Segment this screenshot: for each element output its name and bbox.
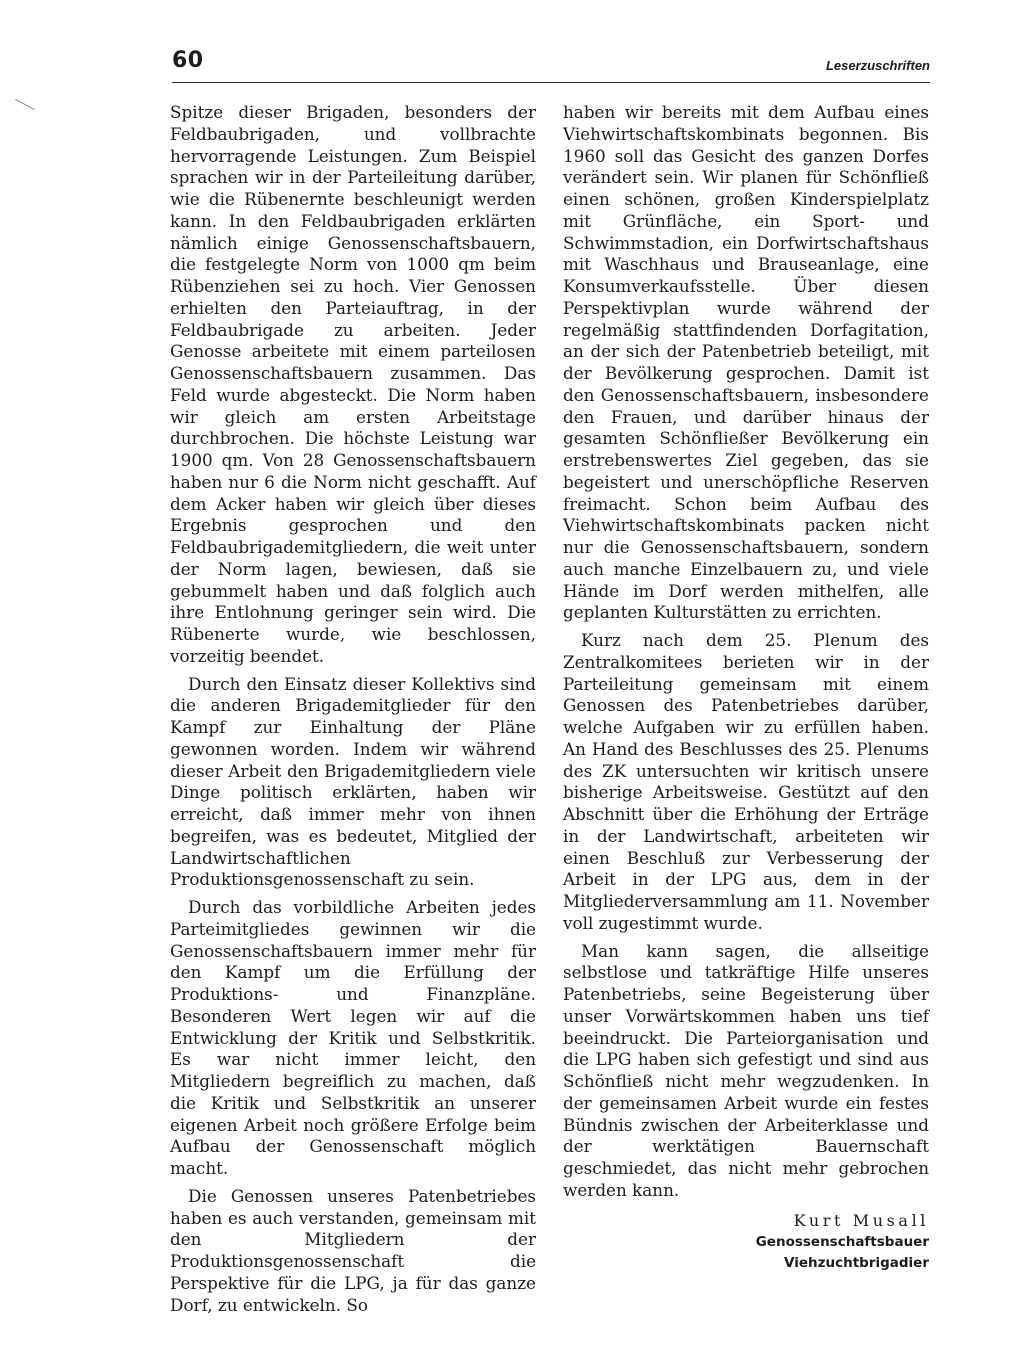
signature-block: [563, 1210, 929, 1274]
paragraph: Man kann sagen, die allseitige selbstlose und tatkräftige Hilfe unseres Patenbetriebs, seine Begeisterung über unser Vorwärtskommen haben uns tief beeindruckt. Die Parteiorganisation und die LPG haben sich gefestigt und sind aus Schönfließ nicht mehr wegzudenken. In der gemeinsamen Arbeit wurde ein festes Bündnis zwischen der Arbeiterklasse und der werktätigen Bauernschaft geschmiedet, das nicht mehr gebrochen werden kann.: [563, 940, 929, 1200]
paragraph: Die Genossen unseres Patenbetriebes haben es auch verstanden, gemeinsam mit den Mitgliedern der Produktionsgenossenschaft die Perspektive für die LPG, ja für das ganze Dorf, zu entwickeln. So: [170, 1185, 536, 1315]
page-number: 60: [172, 48, 204, 73]
right-column: [563, 102, 929, 1274]
author-brigade: Viehzuchtbrigadier: [784, 1254, 929, 1271]
paragraph: Durch das vorbildliche Arbeiten jedes Parteimitgliedes gewinnen wir die Genossenschaftsbauern immer mehr für den Kampf um die Erfüllung der Produktions- und Finanzpläne. Besonderen Wert legen wir auf die Entwicklung der Kritik und Selbstkritik. Es war nicht immer leicht, den Mitgliedern begreiflich zu machen, daß die Kritik und Selbstkritik an unserer eigenen Arbeit noch größere Erfolge beim Aufbau der Genossenschaft möglich macht.: [170, 897, 536, 1178]
scan-mark-left: [15, 99, 35, 110]
left-column: [170, 102, 536, 1316]
author-name: Kurt Musall: [793, 1210, 929, 1230]
paragraph: Spitze dieser Brigaden, besonders der Feldbaubrigaden, und vollbrachte hervorragende Leistungen. Zum Beispiel sprachen wir in der Parteileitung darüber, wie die Rübenernte beschleunigt werden kann. In den Feldbaubrigaden erklärten nämlich einige Genossenschaftsbauern, die festgelegte Norm von 1000 qm beim Rübenziehen sei zu hoch. Vier Genossen erhielten den Parteiauftrag, in der Feldbaubrigade zu arbeiten. Jeder Genosse arbeitete mit einem parteilosen Genossenschaftsbauern zusammen. Das Feld wurde abgesteckt. Die Norm haben wir gleich am ersten Arbeitstage durchbrochen. Die höchste Leistung war 1900 qm. Von 28 Genossenschaftsbauern haben nur 6 die Norm nicht geschafft. Auf dem Acker haben wir gleich über dieses Ergebnis gesprochen und den Feldbaubrigademitgliedern, die weit unter der Norm lagen, bewiesen, daß sie gebummelt haben und daß folglich auch ihre Entlohnung geringer sein wird. Die Rübenerte wurde, wie beschlossen, vorzeitig beendet.: [170, 102, 536, 666]
paragraph: haben wir bereits mit dem Aufbau eines Viehwirtschaftskombinats begonnen. Bis 1960 soll das Gesicht des ganzen Dorfes verändert sein. Wir planen für Schönfließ einen schönen, großen Kinderspielplatz mit Grünfläche, ein Sport- und Schwimmstadion, ein Dorfwirtschaftshaus mit Waschhaus und Brauseanlage, eine Konsumverkaufsstelle. Über diesen Perspektivplan wurde während der regelmäßig stattfindenden Dorfagitation, an der sich der Patenbetrieb beteiligt, mit der Bevölkerung gesprochen. Damit ist den Genossenschaftsbauern, insbesondere den Frauen, und darüber hinaus der gesamten Schönfließer Bevölkerung ein erstrebenswertes Ziel gegeben, das sie begeistert und unerschöpfliche Reserven freimacht. Schon beim Aufbau des Viehwirtschaftskombinats packen nicht nur die Genossenschaftsbauern, sondern auch manche Einzelbauern zu, und viele Hände im Dorf werden mithelfen, alle geplanten Kulturstätten zu errichten.: [563, 102, 929, 623]
running-head: Leserzuschriften: [825, 58, 930, 73]
author-role: Genossenschaftsbauer: [755, 1233, 929, 1250]
paragraph: Kurz nach dem 25. Plenum des Zentralkomitees berieten wir in der Parteileitung gemeinsam mit einem Genossen des Patenbetriebes darüber, welche Aufgaben wir zu erfüllen haben. An Hand des Beschlusses des 25. Plenums des ZK untersuchten wir kritisch unsere bisherige Arbeitsweise. Gestützt auf den Abschnitt über die Erhöhung der Erträge in der Landwirtschaft, arbeiteten wir einen Beschluß zur Verbesserung der Arbeit in der LPG aus, dem in der Mitgliederversammlung am 11. November voll zugestimmt wurde.: [563, 630, 929, 933]
paragraph: Durch den Einsatz dieser Kollektivs sind die anderen Brigademitglieder für den Kampf zur Einhaltung der Pläne gewonnen worden. Indem wir während dieser Arbeit den Brigademitgliedern viele Dinge politisch erklärten, haben wir erreicht, daß immer mehr von ihnen begreifen, was es bedeutet, Mitglied der Landwirtschaftlichen Produktionsgenossenschaft zu sein.: [170, 673, 536, 890]
header-rule: [172, 82, 930, 83]
